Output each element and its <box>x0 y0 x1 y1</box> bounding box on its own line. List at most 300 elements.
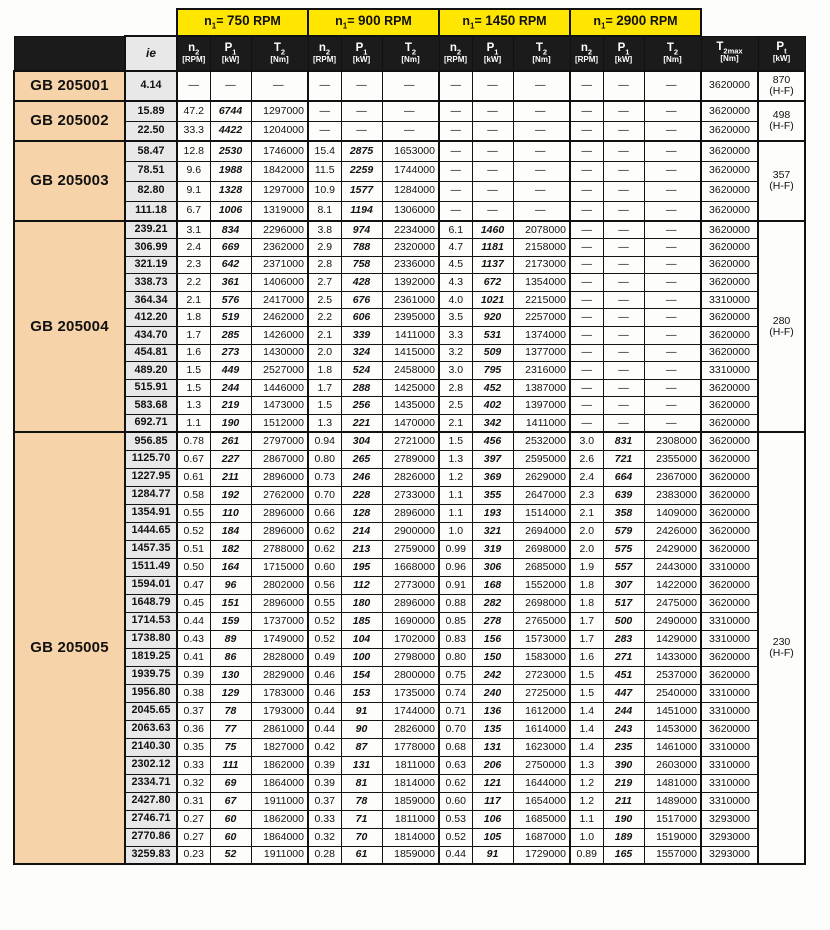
t2-cell: 1623000 <box>513 738 570 756</box>
n2-cell: 0.47 <box>177 576 210 594</box>
table-row <box>14 121 805 141</box>
ie-cell: 412.20 <box>125 309 177 327</box>
speed-header-1450rpm <box>439 9 570 36</box>
p1-cell: 131 <box>472 738 513 756</box>
table-row <box>14 201 805 221</box>
ie-cell: 1648.79 <box>125 594 177 612</box>
n2-cell: 2.1 <box>177 291 210 309</box>
p1-cell: 358 <box>603 504 644 522</box>
n2-cell: — <box>570 362 603 380</box>
t2-cell: 2595000 <box>513 450 570 468</box>
table-row <box>14 756 805 774</box>
t2-cell: — <box>644 141 701 161</box>
p1-cell: 206 <box>472 756 513 774</box>
n2-cell: — <box>439 181 472 201</box>
t2-column-header: $T_2$ [Nm] <box>644 36 701 71</box>
n2-cell: — <box>570 161 603 181</box>
t2-column-header: $T_2$ [Nm] <box>513 36 570 71</box>
p1-cell: 447 <box>603 684 644 702</box>
ie-cell: 1444.65 <box>125 522 177 540</box>
p1-cell: 60 <box>210 810 251 828</box>
n2-cell: 3.0 <box>439 362 472 380</box>
n2-cell: 3.8 <box>308 221 341 239</box>
column-header-row <box>14 36 805 71</box>
n2-cell: 1.1 <box>439 504 472 522</box>
n2-cell: 0.56 <box>308 576 341 594</box>
p1-cell: 240 <box>472 684 513 702</box>
ie-cell: 4.14 <box>125 71 177 101</box>
n2-cell: — <box>308 71 341 101</box>
n2-cell: 6.7 <box>177 201 210 221</box>
t2-cell: 1862000 <box>251 756 308 774</box>
n2-cell: 0.70 <box>439 720 472 738</box>
table-row <box>14 630 805 648</box>
t2-cell: 1517000 <box>644 810 701 828</box>
p1-cell: 129 <box>210 684 251 702</box>
n2-cell: 0.39 <box>308 756 341 774</box>
t2-cell: 1319000 <box>251 201 308 221</box>
p1-cell: 110 <box>210 504 251 522</box>
n2-cell: 1.1 <box>570 810 603 828</box>
n2-column-header: $n_2$ [RPM] <box>439 36 472 71</box>
n2-cell: 2.1 <box>439 415 472 433</box>
t2-cell: 2797000 <box>251 432 308 450</box>
ie-cell: 2045.65 <box>125 702 177 720</box>
n2-cell: 1.4 <box>570 738 603 756</box>
n2-cell: 0.60 <box>308 558 341 576</box>
t2-cell: 1489000 <box>644 792 701 810</box>
t2-cell: 2308000 <box>644 432 701 450</box>
p1-cell: 579 <box>603 522 644 540</box>
ie-cell: 1594.01 <box>125 576 177 594</box>
p1-cell: — <box>603 141 644 161</box>
t2-cell: — <box>382 121 439 141</box>
p1-cell: — <box>603 71 644 101</box>
n2-cell: 0.36 <box>177 720 210 738</box>
table-row <box>14 486 805 504</box>
n2-cell: 3.5 <box>439 309 472 327</box>
p1-cell: 1460 <box>472 221 513 239</box>
t2-cell: 1473000 <box>251 397 308 415</box>
t2-cell: — <box>644 379 701 397</box>
n2-cell: 4.7 <box>439 239 472 257</box>
n2-cell: 1.2 <box>570 792 603 810</box>
t2-cell: 2296000 <box>251 221 308 239</box>
n2-cell: 0.35 <box>177 738 210 756</box>
t2-cell: 1811000 <box>382 756 439 774</box>
n2-cell: — <box>177 71 210 101</box>
t2-cell: 1729000 <box>513 846 570 864</box>
n2-cell: 4.5 <box>439 256 472 274</box>
n2-cell: 1.8 <box>177 309 210 327</box>
t2-cell: 1842000 <box>251 161 308 181</box>
n2-cell: 10.9 <box>308 181 341 201</box>
n2-cell: 2.2 <box>177 274 210 292</box>
ie-cell: 1956.80 <box>125 684 177 702</box>
t2-cell: 2723000 <box>513 666 570 684</box>
p1-cell: 974 <box>341 221 382 239</box>
t2max-cell: 3620000 <box>701 486 758 504</box>
n2-cell: 3.0 <box>570 432 603 450</box>
table-row <box>14 738 805 756</box>
t2-cell: 2527000 <box>251 362 308 380</box>
n2-column-header: $n_2$ [RPM] <box>570 36 603 71</box>
n2-cell: 0.70 <box>308 486 341 504</box>
t2-cell: 1297000 <box>251 101 308 121</box>
p1-cell: 451 <box>603 666 644 684</box>
p1-cell: 90 <box>341 720 382 738</box>
n2-cell: 1.7 <box>570 630 603 648</box>
ie-cell: 1284.77 <box>125 486 177 504</box>
t2-cell: 2698000 <box>513 540 570 558</box>
t2-cell: — <box>644 327 701 345</box>
n2-cell: 0.71 <box>439 702 472 720</box>
table-row <box>14 362 805 380</box>
p1-cell: — <box>341 71 382 101</box>
n2-cell: 9.6 <box>177 161 210 181</box>
p1-cell: 121 <box>472 774 513 792</box>
pt-column-header: $P_t$ [kW] <box>758 36 805 71</box>
pt-cell <box>758 221 805 432</box>
t2-cell: 1481000 <box>644 774 701 792</box>
n2-cell: — <box>570 201 603 221</box>
table-row <box>14 558 805 576</box>
t2max-cell: 3620000 <box>701 274 758 292</box>
table-row <box>14 774 805 792</box>
t2-column-header: $T_2$ [Nm] <box>382 36 439 71</box>
blank-top-right <box>701 9 805 36</box>
t2-cell: 1514000 <box>513 504 570 522</box>
n2-cell: — <box>439 121 472 141</box>
table-row <box>14 309 805 327</box>
t2-cell: 1377000 <box>513 344 570 362</box>
n2-cell: 0.33 <box>308 810 341 828</box>
ie-cell: 2770.86 <box>125 828 177 846</box>
table-row <box>14 141 805 161</box>
table-row <box>14 540 805 558</box>
p1-cell: 195 <box>341 558 382 576</box>
t2-cell: 2750000 <box>513 756 570 774</box>
n2-cell: 0.62 <box>439 774 472 792</box>
ie-cell: 1819.25 <box>125 648 177 666</box>
p1-cell: 135 <box>472 720 513 738</box>
t2max-cell: 3620000 <box>701 504 758 522</box>
table-row <box>14 504 805 522</box>
t2-cell: 1461000 <box>644 738 701 756</box>
table-row <box>14 274 805 292</box>
t2-cell: 1433000 <box>644 648 701 666</box>
p1-column-header: $P_1$ [kW] <box>210 36 251 71</box>
t2max-cell: 3293000 <box>701 810 758 828</box>
ie-cell: 239.21 <box>125 221 177 239</box>
t2-cell: — <box>251 71 308 101</box>
p1-cell: 87 <box>341 738 382 756</box>
p1-cell: — <box>472 201 513 221</box>
t2-cell: 1911000 <box>251 846 308 864</box>
n2-cell: 0.78 <box>177 432 210 450</box>
n2-cell: 0.52 <box>439 828 472 846</box>
p1-cell: 243 <box>603 720 644 738</box>
p1-cell: 221 <box>341 415 382 433</box>
p1-cell: 136 <box>472 702 513 720</box>
table-row <box>14 648 805 666</box>
n2-cell: 0.88 <box>439 594 472 612</box>
model-cell: GB 205005 <box>14 432 125 864</box>
t2max-cell: 3620000 <box>701 201 758 221</box>
n2-cell: 1.8 <box>570 576 603 594</box>
t2max-cell: 3293000 <box>701 828 758 846</box>
n2-cell: 0.52 <box>177 522 210 540</box>
speed-symbol: $n_1=$ <box>204 14 224 31</box>
n2-cell: 1.9 <box>570 558 603 576</box>
p1-cell: — <box>472 71 513 101</box>
t2-cell: 1612000 <box>513 702 570 720</box>
p1-cell: 639 <box>603 486 644 504</box>
p1-cell: 834 <box>210 221 251 239</box>
t2max-cell: 3620000 <box>701 239 758 257</box>
p1-cell: 509 <box>472 344 513 362</box>
p1-cell: 100 <box>341 648 382 666</box>
n2-cell: 0.43 <box>177 630 210 648</box>
n2-cell: 0.46 <box>308 684 341 702</box>
t2-cell: 1814000 <box>382 774 439 792</box>
n2-cell: 0.96 <box>439 558 472 576</box>
p1-cell: 339 <box>341 327 382 345</box>
t2-cell: 1668000 <box>382 558 439 576</box>
p1-cell: 676 <box>341 291 382 309</box>
t2max-cell: 3310000 <box>701 558 758 576</box>
ie-cell: 82.80 <box>125 181 177 201</box>
table-row <box>14 810 805 828</box>
p1-cell: 227 <box>210 450 251 468</box>
t2-cell: 1552000 <box>513 576 570 594</box>
p1-cell: 81 <box>341 774 382 792</box>
t2-column-header: $T_2$ [Nm] <box>251 36 308 71</box>
p1-cell: 758 <box>341 256 382 274</box>
t2-cell: 1811000 <box>382 810 439 828</box>
n2-cell: 0.45 <box>177 594 210 612</box>
ie-cell: 489.20 <box>125 362 177 380</box>
n2-cell: 0.80 <box>439 648 472 666</box>
n2-cell: 2.4 <box>177 239 210 257</box>
p1-cell: 91 <box>472 846 513 864</box>
t2-cell: 1284000 <box>382 181 439 201</box>
n2-cell: 0.74 <box>439 684 472 702</box>
t2-cell: 2896000 <box>251 504 308 522</box>
speed-unit: RPM <box>518 14 547 29</box>
t2-cell: — <box>644 309 701 327</box>
n2-cell: 2.1 <box>308 327 341 345</box>
t2-cell: 1687000 <box>513 828 570 846</box>
t2-cell: 2367000 <box>644 468 701 486</box>
p1-cell: 664 <box>603 468 644 486</box>
t2-cell: 2383000 <box>644 486 701 504</box>
t2-cell: — <box>644 239 701 257</box>
t2-cell: 1814000 <box>382 828 439 846</box>
ie-cell: 338.73 <box>125 274 177 292</box>
table-row <box>14 415 805 433</box>
p1-cell: 185 <box>341 612 382 630</box>
t2-cell: 1470000 <box>382 415 439 433</box>
p1-cell: 228 <box>341 486 382 504</box>
n2-cell: 15.4 <box>308 141 341 161</box>
n2-cell: 0.46 <box>308 666 341 684</box>
t2max-cell: 3620000 <box>701 522 758 540</box>
ie-cell: 15.89 <box>125 101 177 121</box>
p1-cell: 71 <box>341 810 382 828</box>
blank-corner <box>14 9 177 36</box>
t2-cell: 2458000 <box>382 362 439 380</box>
ie-cell: 1354.91 <box>125 504 177 522</box>
t2-cell: 2629000 <box>513 468 570 486</box>
t2max-cell: 3620000 <box>701 666 758 684</box>
t2-cell: — <box>644 415 701 433</box>
p1-cell: 1194 <box>341 201 382 221</box>
t2-cell: 1702000 <box>382 630 439 648</box>
n2-cell: 2.3 <box>177 256 210 274</box>
p1-cell: 106 <box>472 810 513 828</box>
p1-cell: 96 <box>210 576 251 594</box>
pt-cell <box>758 101 805 141</box>
p1-cell: 67 <box>210 792 251 810</box>
p1-cell: — <box>603 181 644 201</box>
p1-cell: 246 <box>341 468 382 486</box>
p1-cell: — <box>603 161 644 181</box>
t2-cell: 2540000 <box>644 684 701 702</box>
t2-cell: 2826000 <box>382 720 439 738</box>
t2-cell: 1426000 <box>251 327 308 345</box>
pt-cell <box>758 141 805 221</box>
pt-note: (H-F) <box>769 180 794 192</box>
t2max-cell: 3310000 <box>701 702 758 720</box>
p1-cell: 321 <box>472 522 513 540</box>
p1-cell: 642 <box>210 256 251 274</box>
t2max-cell: 3620000 <box>701 101 758 121</box>
p1-cell: 271 <box>603 648 644 666</box>
n2-cell: 2.9 <box>308 239 341 257</box>
n2-cell: — <box>570 181 603 201</box>
n2-cell: 9.1 <box>177 181 210 201</box>
table-row <box>14 379 805 397</box>
t2-cell: 2698000 <box>513 594 570 612</box>
n2-cell: 0.99 <box>439 540 472 558</box>
n2-cell: 1.6 <box>570 648 603 666</box>
p1-cell: 324 <box>341 344 382 362</box>
p1-cell: 219 <box>210 397 251 415</box>
p1-cell: 164 <box>210 558 251 576</box>
p1-cell: 130 <box>210 666 251 684</box>
p1-cell: 278 <box>472 612 513 630</box>
t2-cell: 2685000 <box>513 558 570 576</box>
model-cell: GB 205001 <box>14 71 125 101</box>
ie-cell: 1227.95 <box>125 468 177 486</box>
t2-cell: 2316000 <box>513 362 570 380</box>
t2-cell: — <box>644 256 701 274</box>
ie-cell: 78.51 <box>125 161 177 181</box>
p1-column-header: $P_1$ [kW] <box>341 36 382 71</box>
t2-cell: 2789000 <box>382 450 439 468</box>
t2-cell: 1430000 <box>251 344 308 362</box>
t2-cell: 1422000 <box>644 576 701 594</box>
p1-cell: — <box>603 309 644 327</box>
p1-cell: 2875 <box>341 141 382 161</box>
t2-cell: 2721000 <box>382 432 439 450</box>
ie-cell: 364.34 <box>125 291 177 309</box>
n2-cell: 0.32 <box>177 774 210 792</box>
t2-cell: 1397000 <box>513 397 570 415</box>
p1-cell: 256 <box>341 397 382 415</box>
p1-cell: — <box>603 274 644 292</box>
p1-cell: 159 <box>210 612 251 630</box>
n2-cell: 1.2 <box>439 468 472 486</box>
n2-cell: 2.2 <box>308 309 341 327</box>
table-row <box>14 576 805 594</box>
t2max-cell: 3620000 <box>701 432 758 450</box>
pt-cell <box>758 432 805 864</box>
t2max-column-header: $T_{2max}$ [Nm] <box>701 36 758 71</box>
n2-cell: — <box>308 121 341 141</box>
t2-cell: 1425000 <box>382 379 439 397</box>
n2-cell: 1.0 <box>570 828 603 846</box>
t2-cell: 1744000 <box>382 161 439 181</box>
n2-cell: — <box>439 161 472 181</box>
n2-cell: 0.44 <box>308 720 341 738</box>
ie-cell: 2427.80 <box>125 792 177 810</box>
t2-cell: 2532000 <box>513 432 570 450</box>
n2-cell: 2.0 <box>570 522 603 540</box>
p1-cell: 306 <box>472 558 513 576</box>
table-row <box>14 846 805 864</box>
t2-cell: 2355000 <box>644 450 701 468</box>
t2-cell: — <box>513 181 570 201</box>
p1-cell: 156 <box>472 630 513 648</box>
t2-cell: 2867000 <box>251 450 308 468</box>
t2-cell: 1409000 <box>644 504 701 522</box>
p1-cell: 672 <box>472 274 513 292</box>
n2-cell: 0.55 <box>308 594 341 612</box>
p1-cell: — <box>603 344 644 362</box>
p1-cell: 304 <box>341 432 382 450</box>
n2-cell: 2.3 <box>570 486 603 504</box>
table-row <box>14 666 805 684</box>
n2-cell: 1.7 <box>570 612 603 630</box>
p1-cell: 219 <box>603 774 644 792</box>
p1-cell: 524 <box>341 362 382 380</box>
t2-cell: — <box>644 181 701 201</box>
p1-cell: 111 <box>210 756 251 774</box>
p1-cell: 355 <box>472 486 513 504</box>
t2-cell: 1297000 <box>251 181 308 201</box>
n2-cell: 2.7 <box>308 274 341 292</box>
p1-cell: 831 <box>603 432 644 450</box>
n2-cell: 2.0 <box>308 344 341 362</box>
t2-cell: 2158000 <box>513 239 570 257</box>
p1-cell: 69 <box>210 774 251 792</box>
p1-cell: 795 <box>472 362 513 380</box>
p1-cell: — <box>472 161 513 181</box>
p1-column-header: $P_1$ [kW] <box>472 36 513 71</box>
p1-cell: 1328 <box>210 181 251 201</box>
t2-cell: 1744000 <box>382 702 439 720</box>
t2max-cell: 3620000 <box>701 450 758 468</box>
speed-symbol: $n_1=$ <box>335 14 355 31</box>
p1-cell: 428 <box>341 274 382 292</box>
pt-value: 280 <box>772 314 791 327</box>
t2-cell: 2426000 <box>644 522 701 540</box>
n2-cell: — <box>570 344 603 362</box>
t2-cell: 1557000 <box>644 846 701 864</box>
n2-cell: 47.2 <box>177 101 210 121</box>
